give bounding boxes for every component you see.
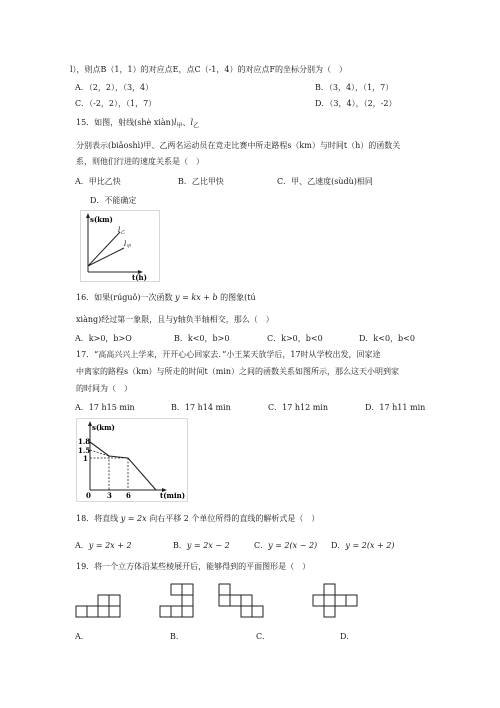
q17-stem-line1: 17．“高高兴兴上学来，开开心心回家去．”小王某天放学后，17时从学校出发，回家途 [76,350,381,359]
q16-option-c[interactable]: C．k>0，b<0 [267,334,323,343]
q15-label-jia: $l_甲$ [124,240,131,250]
q15-graph [80,210,160,282]
q14-option-d[interactable]: D．（3，4），（2，-2） [315,99,397,108]
q15-y-label: s(km) [90,215,113,224]
q18-option-a[interactable]: A．y = 2x + 2 [75,541,132,550]
q17-x-tick-0: 0 [86,491,91,500]
q19-option-c[interactable]: C． [256,632,271,641]
q16-option-a[interactable]: A．k>0，b>O [75,334,132,343]
q15-option-a[interactable]: A．甲比乙快 [75,177,121,186]
q18-option-b[interactable]: B．y = 2x − 2 [173,541,230,550]
q17-y-label: s(km) [92,423,115,432]
q15-option-c[interactable]: C．甲、乙速度(sùdù)相同 [277,177,373,186]
q16-stem-line2: xiàng)经过第一象限，且与y轴负半轴相交，那么（ ） [76,315,274,324]
q15-option-b[interactable]: B．乙比甲快 [178,177,224,186]
q19-option-d[interactable]: D． [340,632,355,641]
q19-net-d [311,580,359,620]
q18-option-d[interactable]: D．y = 2(x + 2) [331,541,395,550]
q19-net-b [158,580,208,620]
q17-option-b[interactable]: B．17 h14 min [171,403,231,412]
q15-option-d[interactable]: D．不能确定 [90,196,137,205]
q15-line-jia [88,248,124,266]
q15-stem-line1: 15．如图，射线(shè $xiàn)l_甲$、$l_乙$ [76,118,200,130]
q16-option-d[interactable]: D．k<0，b<0 [359,334,415,343]
q17-option-d[interactable]: D．17 h11 min [365,403,426,412]
q15-stem-line2: 分别表示(biǎoshì)甲、乙两名运动员在竞走比赛中所走路程s（km）与时间t（h）的函数关 [76,141,401,150]
q14-option-a[interactable]: A．（2，2），（3，4） [75,83,154,92]
q18-option-c[interactable]: C．y = 2(x − 2) [254,541,318,550]
q15-stem-line3: 系，则他们行进的速度关系是（ ） [76,157,204,166]
q17-graph [76,418,188,502]
q17-distance-line [90,442,156,490]
q19-net-a [74,580,146,620]
q19-option-a[interactable]: A． [75,632,89,641]
q17-stem-line2: 中离家的路程s（km）与所走的时间t（min）之间的函数关系如图所示，那么这天小明到家 [76,367,400,376]
q17-x-tick-3: 3 [107,491,112,500]
q17-y-tick-1: 1 [83,454,88,463]
q17-stem-line3: 的时间为（ ） [76,384,132,393]
q17-x-label: t(min) [160,491,186,500]
q15-label-yi: $l_乙$ [118,226,125,236]
q14-option-c[interactable]: C．（-2，2），（1，7） [75,99,157,108]
q18-stem: 18．将直线 y = 2x 向右平移 2 个单位所得的直线的解析式是（ ） [76,514,320,523]
q16-formula: y = kx + b [175,293,218,302]
q16-stem-line1: 16．如果(rúguǒ)一次函数 y = kx + b 的图象(tú [76,293,256,302]
q14-option-b[interactable]: B．（3，4），（1，7） [315,83,394,92]
q19-stem: 19．将一个立方体沿某些棱展开后，能够得到的平面图形是（ ） [76,562,311,571]
q17-y-tick-1.5: 1.5 [78,446,91,455]
q15-line-yi [88,232,120,266]
q17-y-tick-1.8: 1.8 [78,437,91,446]
q17-option-a[interactable]: A．17 h15 min [75,403,135,412]
q19-option-b[interactable]: B． [170,632,184,641]
q17-option-c[interactable]: C．17 h12 min [268,403,329,412]
q16-option-b[interactable]: B．k<0，b>0 [174,334,230,343]
q17-x-tick-6: 6 [126,491,131,500]
q18-formula: y = 2x [120,514,147,523]
q15-x-label: t(h) [132,273,147,282]
q17-dash-1.5 [90,450,109,456]
q19-net-c [213,580,271,620]
q14-stem: l），则点B（1，1）的对应点E，点C（-1，4）的对应点F的坐标分别为（ ） [70,65,348,74]
